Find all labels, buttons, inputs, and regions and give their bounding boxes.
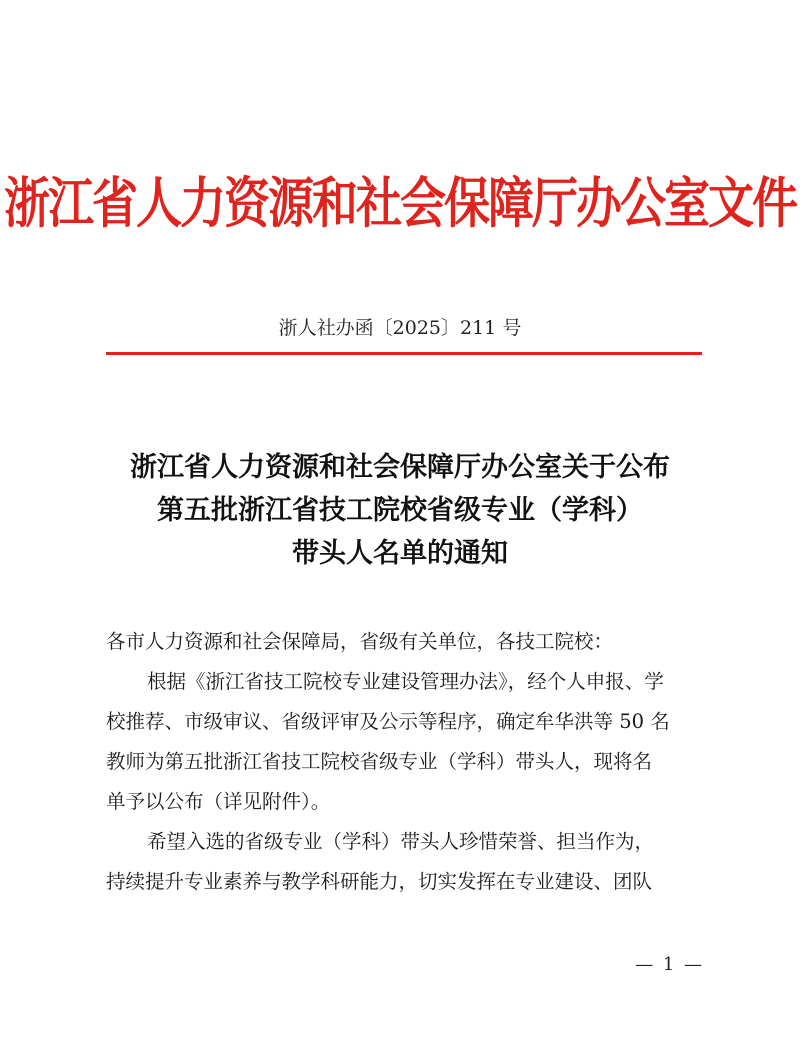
- page-number: — 1 —: [635, 954, 704, 975]
- salutation: 各市人力资源和社会保障局，省级有关单位，各技工院校：: [106, 630, 614, 653]
- paragraph-2-line-2: 持续提升专业素养与教学科研能力，切实发挥在专业建设、团队: [106, 870, 653, 893]
- notice-title: [60, 446, 740, 575]
- notice-title-line-1: 浙江省人力资源和社会保障厅办公室关于公布: [130, 452, 670, 483]
- paragraph-1-line-2: 校推荐、市级审议、省级评审及公示等程序，确定牟华洪等 50 名: [106, 710, 670, 733]
- red-divider-line: [106, 352, 702, 355]
- paragraph-2-line-1: 希望入选的省级专业（学科）带头人珍惜荣誉、担当作为，: [147, 830, 655, 853]
- notice-title-line-2: 第五批浙江省技工院校省级专业（学科）: [157, 495, 643, 526]
- paragraph-1-line-4: 单予以公布（详见附件）。: [106, 790, 331, 813]
- paragraph-1-line-1: 根据《浙江省技工院校专业建设管理办法》，经个人申报、学: [147, 670, 664, 693]
- issuer-header-title: 浙江省人力资源和社会保障厅办公室文件: [4, 171, 796, 235]
- notice-title-line-3: 带头人名单的通知: [292, 538, 508, 569]
- paragraph-1-line-3: 教师为第五批浙江省技工院校省级专业（学科）带头人，现将名: [106, 750, 653, 773]
- notice-body: [106, 622, 706, 902]
- document-number: 浙人社办函〔2025〕211 号: [278, 317, 522, 339]
